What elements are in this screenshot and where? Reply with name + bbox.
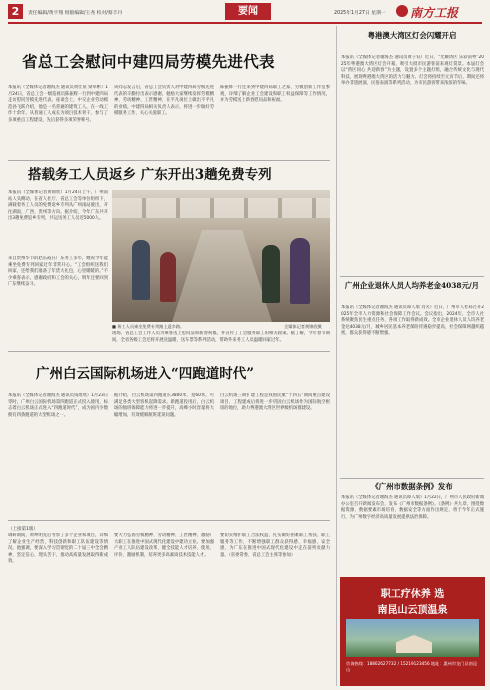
section-tab: 要闻 xyxy=(225,3,271,20)
header-divider xyxy=(8,22,482,24)
article3-divider xyxy=(8,520,330,521)
sidebar-column-rule xyxy=(336,26,337,686)
article2-col-3: 现场，省总工会工作人员为乘客送上慰问品和新春祝福，并宣传了工会服务职工的相关政策。据了解，今年春节期间，全省各级工会还将开展送温暖、送车票等系列活动，帮助外来务工人员温暖回家过年。 xyxy=(112,331,330,343)
article2-photo-credit: 全媒体记者黄锦欣摄 xyxy=(284,324,322,329)
passenger-figure xyxy=(132,240,150,300)
article3-col-3: 白云机场三期扩建工程是我国民航“十四五”期间重点建设项目，工程建成后将进一步巩固白云机场作为国际航空枢纽的地位，助力粤港澳大湾区世界级机场群建设。 xyxy=(220,393,330,411)
sidebar-article2-body: 本报讯（全媒体记者谢海杰 通讯员谭人瑞 肖笑）近日，广州市人社局召开2025年全市人力资源和社会保障工作会议。会议指出，2024年，全市人社系统聚焦民生重点任务，各项工作取得新成效。全市企业退休人员人均养老金达4038元/月，城乡居民基本养老保险待遇稳步提高，社会保障网越织越密，群众获得感不断增强。 xyxy=(341,305,484,336)
issue-date: 2025年1月27日 星期一 xyxy=(334,11,386,16)
ad-headline-1: 职工疗休养 选 xyxy=(380,589,445,600)
ad-building-icon xyxy=(396,635,432,653)
editors-line: 责任编辑/黄宇翔 组版编辑/王尧 校对/蔡丰丹 xyxy=(28,11,123,16)
masthead-logo-icon xyxy=(396,5,408,17)
main-article-col-2: 该同志发言后，省总工会负责人对中建四局劳模先进代表的辛勤付出表示感谢，勉励大家继续发挥劳模精神、劳动精神、工匠精神，在平凡岗位上做出不平凡的业绩。中建四局相关负责人表示，将进一步做好劳模服务工作，关心关爱职工。 xyxy=(114,85,214,116)
ad-contact-info: 咨询热线：18802627732 / 15219123456 地址：惠州市龙门县南昆山 xyxy=(346,661,478,672)
page-number-badge: 2 xyxy=(8,4,23,19)
main-article-col-1: 本报讯（全媒体记者谢海杰 通讯员黄仕泉 梁卓彬）1月24日，省总工会一级巡视员陈振辉一行到中建四局走访慰问劳模先进代表。座谈会上，中交企业劳动模范孙飞跃介绍，他是一名普通的建筑工人，在一线工作十余年，从普通工人成长为项目技术骨干，参与了多项重点工程建设，先后获得多项荣誉称号。 xyxy=(8,85,108,123)
sidebar-article3-headline: 《广州市数据条例》发布 xyxy=(371,482,453,491)
main-article-divider xyxy=(8,160,330,161)
ad-headline-2: 南昆山云顶温泉 xyxy=(377,605,448,616)
continued-marker: （上接第1版） xyxy=(8,527,38,532)
sidebar-article1-headline: 粤港澳大湾区灯会闪耀开启 xyxy=(367,31,457,40)
article2-col-2: 来自贵州毕节的赵东霞在广东务工多年，她说今年能乘坐免费专列回家过年非常开心。“工会组织送我们回家，还给我们准备了年货大礼包，心里暖暖的。”不少乘客表示，感谢政府和工会的关心，明年还要回到广东继续奋斗。 xyxy=(8,256,108,287)
passenger-figure xyxy=(262,245,280,303)
sidebar-article2-headline: 广州企业退休人员人均养老金4038元/月 xyxy=(344,281,480,290)
sidebar-divider-1 xyxy=(340,276,484,277)
bottom-col-1: 调研期间，黄坤明先后考察了多个企业和项目，详细了解企业生产经营、科技创新和职工队伍建设等情况。他强调，要深入学习贯彻党的二十届三中全会精神，坚定信心、埋头苦干，推动高质量发展取得新成效。 xyxy=(8,533,108,564)
main-article-col-3: 陈振辉一行还来到中建四局职工之家、劳模创新工作室参观，详细了解企业工会建设和职工权益保障等工作情况，并为劳模送上新春慰问品和祝福。 xyxy=(220,85,330,103)
passenger-figure xyxy=(160,252,176,302)
page-header xyxy=(0,0,490,24)
article2-headline: 搭载务工人员返乡 广东开出3趟免费专列 xyxy=(28,167,272,183)
passenger-figure xyxy=(290,238,310,304)
main-headline: 省总工会慰问中建四局劳模先进代表 xyxy=(22,52,275,71)
article2-col-1: 本报讯（全媒体记者黄锦欣）1月24日上午，广州南站人头攒动，在省人社厅、省总工会等单位组织下，满载着务工人员的免费返乡专列从广州南站驶出，开往湖南、广西、贵州等方向。据介绍，今年广东共开出3趟免费返乡专列，共运送务工人员近5000人。 xyxy=(8,190,108,221)
article2-divider xyxy=(8,351,330,352)
article3-col-2: 据介绍，白云机场第四跑道长3800米、宽60米，可满足各类大型客机起降需求。新跑道投用后，白云机场的航班保障能力将进一步提升，高峰小时容量将大幅增加，有效缓解航班延误问题。 xyxy=(114,393,214,418)
sidebar-article3-body: 本报讯（全媒体记者谢海杰 通讯员谭人瑞）1月22日，广州市人民政府新闻办公室召开新闻发布会，发布《广州市数据条例》。《条例》共九章，围绕数据资源、数据要素市场培育、数据安全等方面作出规定，将于今年正式施行，为广州数字经济高质量发展提供法治保障。 xyxy=(341,495,484,520)
article3-headline: 广州白云国际机场进入“四跑道时代” xyxy=(36,366,255,382)
advertisement xyxy=(340,577,485,686)
article2-photo xyxy=(112,190,330,322)
bottom-col-2: 要大力弘扬劳模精神、劳动精神、工匠精神，激励广大职工在推进中国式现代化建设中建功立业。要加强产业工人队伍建设改革，健全技能人才培养、使用、评价、激励机制，培养更多高素质技术技能人才。 xyxy=(114,533,214,558)
bottom-col-3: 要切实维护职工合法权益，扎实做好困难职工帮扶、职工服务等工作，不断增强职工群众获得感、幸福感、安全感，为广东在推进中国式现代化建设中走在前列贡献力量。（省委常委、省总工会主席等参加） xyxy=(220,533,330,558)
sidebar-divider-2 xyxy=(340,478,484,479)
article3-col-1: 本报讯（全媒体记者谢海杰 通讯员钱瑶瑶）1月23日零时，广州白云国际机场第四跑道正式投入使用，标志着白云机场正式进入“四跑道时代”，成为国内少数拥有四条跑道的大型机场之一。 xyxy=(8,393,108,418)
ad-photo xyxy=(346,619,479,657)
train-interior-aisle xyxy=(172,230,272,322)
train-window-row xyxy=(112,198,330,218)
masthead-title: 南方工报 xyxy=(410,6,459,20)
sidebar-article1-body: 本报讯（全媒体记者谢海杰 通讯员黄子钰）近日，“光耀湾区 乐彩南粤”2025年粤港澳大湾区灯会开幕，吸引大批市民游客前来观灯赏景。本届灯会以“湾区同心 共迎新春”为主题，设置多个主题灯组，融合传统文化与现代科技，展现粤港澳大湾区的活力与魅力。灯会将持续至元宵节后，期间还将举办非遗展演、民俗表演等系列活动，为市民游客带来浓浓的年味。 xyxy=(341,55,484,86)
article2-photo-caption: ■ 务工人员乘坐免费专列踏上返乡路。 xyxy=(112,324,185,329)
